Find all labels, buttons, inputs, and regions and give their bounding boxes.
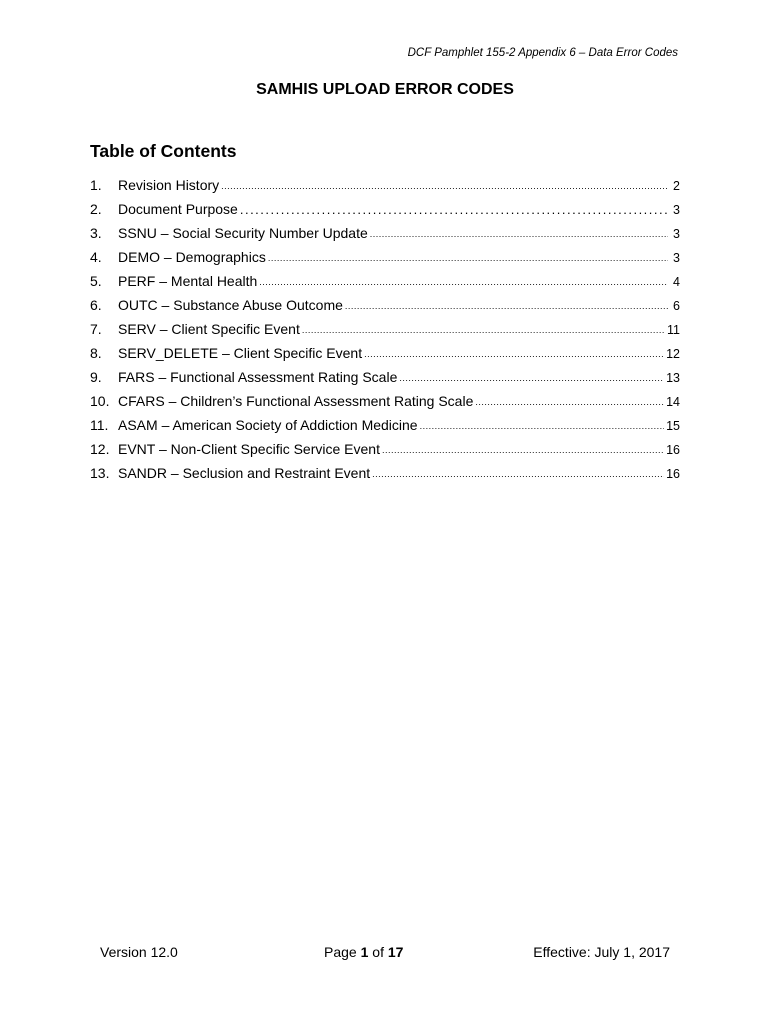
footer-page-prefix: Page [324, 944, 357, 960]
toc-entry-label[interactable]: EVNT – Non-Client Specific Service Event [118, 441, 380, 457]
toc-entry-number: 8. [90, 345, 102, 361]
toc-entry-label[interactable]: SANDR – Seclusion and Restraint Event [118, 465, 371, 481]
toc-entry-page: 3 [673, 227, 680, 241]
toc-entry-label[interactable]: FARS – Functional Assessment Rating Scale [118, 369, 398, 385]
toc-leader-dots [259, 275, 668, 289]
toc-leader-dots [364, 347, 664, 361]
toc-entry-number: 12. [90, 441, 110, 457]
document-title: SAMHIS UPLOAD ERROR CODES [256, 81, 514, 98]
toc-entry-label[interactable]: SERV – Client Specific Event [118, 321, 300, 337]
toc-entry-number: 4. [90, 249, 102, 265]
toc-entry-asam[interactable] [90, 409, 680, 433]
toc-heading: Table of Contents [90, 141, 237, 161]
footer-page-number [324, 944, 403, 960]
toc-entry-outc[interactable] [90, 289, 680, 313]
toc-entry-number: 6. [90, 297, 102, 313]
toc-leader-dots [372, 467, 664, 481]
toc-entry-page: 6 [673, 299, 680, 313]
toc-leader-dots [420, 419, 665, 433]
toc-entry-document-purpose[interactable] [90, 193, 680, 217]
toc-entry-label[interactable]: ASAM – American Society of Addiction Medicine [118, 417, 418, 433]
footer-page-current: 1 [360, 944, 369, 960]
toc-entry-number: 9. [90, 369, 102, 385]
toc-entry-ssnu[interactable] [90, 217, 680, 241]
toc-entry-fars[interactable] [90, 361, 680, 385]
toc-entry-page: 16 [666, 467, 680, 481]
table-of-contents [90, 169, 680, 481]
footer-page-of: of [372, 944, 384, 960]
footer-effective-date: Effective: July 1, 2017 [533, 944, 670, 960]
toc-entry-label[interactable]: PERF – Mental Health [118, 273, 258, 289]
toc-entry-page: 12 [666, 347, 680, 361]
footer-version: Version 12.0 [100, 944, 178, 960]
toc-leader-dots [382, 443, 664, 457]
running-header: DCF Pamphlet 155-2 Appendix 6 – Data Error Codes [407, 47, 678, 59]
toc-entry-label[interactable]: OUTC – Substance Abuse Outcome [118, 297, 343, 313]
toc-entry-number: 7. [90, 321, 102, 337]
toc-entry-page: 14 [666, 395, 680, 409]
toc-entry-page: 3 [673, 203, 680, 217]
toc-entry-perf[interactable] [90, 265, 680, 289]
toc-entry-number: 10. [90, 393, 110, 409]
toc-entry-number: 11. [90, 417, 109, 433]
toc-entry-number: 2. [90, 201, 102, 217]
toc-entry-label[interactable]: SSNU – Social Security Number Update [118, 225, 368, 241]
toc-leader-dots [268, 251, 668, 265]
footer-page-total: 17 [387, 944, 404, 960]
toc-leader-dots [345, 299, 668, 313]
toc-leader-dots [240, 203, 668, 217]
toc-entry-serv[interactable] [90, 313, 680, 337]
toc-entry-label[interactable]: Document Purpose [118, 201, 238, 217]
toc-entry-number: 13. [90, 465, 110, 481]
toc-entry-page: 2 [673, 179, 680, 193]
toc-entry-serv-delete[interactable] [90, 337, 680, 361]
toc-entry-demo[interactable] [90, 241, 680, 265]
toc-leader-dots [475, 395, 664, 409]
toc-entry-revision-history[interactable] [90, 169, 680, 193]
toc-entry-number: 3. [90, 225, 102, 241]
toc-entry-page: 15 [666, 419, 680, 433]
toc-entry-number: 5. [90, 273, 102, 289]
toc-entry-page: 11 [667, 323, 680, 337]
toc-leader-dots [399, 371, 664, 385]
toc-leader-dots [370, 227, 668, 241]
toc-entry-page: 16 [666, 443, 680, 457]
toc-entry-cfars[interactable] [90, 385, 680, 409]
toc-entry-evnt[interactable] [90, 433, 680, 457]
toc-entry-sandr[interactable] [90, 457, 680, 481]
toc-entry-page: 3 [673, 251, 680, 265]
toc-leader-dots [302, 323, 665, 337]
toc-entry-label[interactable]: Revision History [118, 177, 220, 193]
toc-entry-label[interactable]: DEMO – Demographics [118, 249, 266, 265]
toc-entry-label[interactable]: SERV_DELETE – Client Specific Event [118, 345, 363, 361]
toc-entry-page: 4 [673, 275, 680, 289]
toc-entry-label[interactable]: CFARS – Children’s Functional Assessment Rating Scale [118, 393, 474, 409]
toc-entry-page: 13 [666, 371, 680, 385]
toc-entry-number: 1. [90, 177, 102, 193]
toc-leader-dots [221, 179, 668, 193]
